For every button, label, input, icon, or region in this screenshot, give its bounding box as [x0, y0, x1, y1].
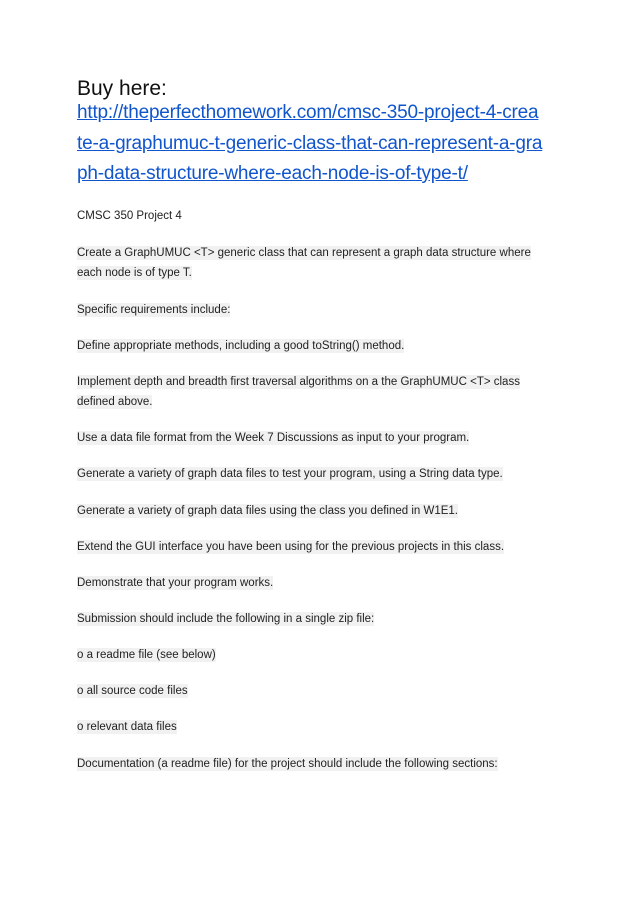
list-item-source-code [77, 681, 188, 701]
paragraph-gui [77, 537, 504, 557]
product-link-line-1[interactable]: http://theperfecthomework.com/cmsc-350-project-4-crea [77, 102, 539, 123]
paragraph-text: Create a GraphUMUC <T> generic class that can represent a graph data structure where each node is of type T. [77, 247, 531, 279]
paragraph-submission [77, 609, 374, 629]
paragraph-create-class [77, 243, 557, 283]
document-title [77, 206, 182, 226]
list-item-text: o a readme file (see below) [77, 649, 216, 661]
paragraph-text: Implement depth and breadth first traversal algorithms on a the GraphUMUC <T> class defined above. [77, 376, 520, 408]
paragraph-text: Specific requirements include: [77, 304, 231, 316]
paragraph-text: Generate a variety of graph data files using the class you defined in W1E1. [77, 505, 458, 517]
paragraph-string-data [77, 464, 503, 484]
paragraph-documentation [77, 754, 498, 774]
paragraph-text: Submission should include the following in a single zip file: [77, 613, 375, 625]
list-item-text: o relevant data files [77, 721, 177, 733]
document-title-text: CMSC 350 Project 4 [77, 210, 182, 222]
paragraph-text: Demonstrate that your program works. [77, 577, 274, 589]
paragraph-text: Extend the GUI interface you have been using for the previous projects in this class. [77, 541, 505, 553]
paragraph-text: Generate a variety of graph data files to test your program, using a String data type. [77, 468, 503, 480]
paragraph-text: Define appropriate methods, including a good toString() method. [77, 340, 405, 352]
product-link-line-2[interactable]: te-a-graphumuc-t-generic-class-that-can-represent-a-gra [77, 133, 543, 154]
list-item-data-files [77, 717, 177, 737]
paragraph-traversal [77, 372, 557, 412]
list-item-readme [77, 645, 216, 665]
paragraph-text: Documentation (a readme file) for the project should include the following sections: [77, 758, 498, 770]
paragraph-specific-requirements [77, 300, 230, 320]
paragraph-demonstrate [77, 573, 273, 593]
paragraph-data-file-format [77, 428, 469, 448]
buy-here-heading: Buy here: [77, 77, 167, 100]
product-link-line-3[interactable]: ph-data-structure-where-each-node-is-of-type-t/ [77, 163, 468, 184]
paragraph-define-methods [77, 336, 404, 356]
paragraph-w1e1-data [77, 501, 458, 521]
list-item-text: o all source code files [77, 685, 188, 697]
paragraph-text: Use a data file format from the Week 7 Discussions as input to your program. [77, 432, 470, 444]
